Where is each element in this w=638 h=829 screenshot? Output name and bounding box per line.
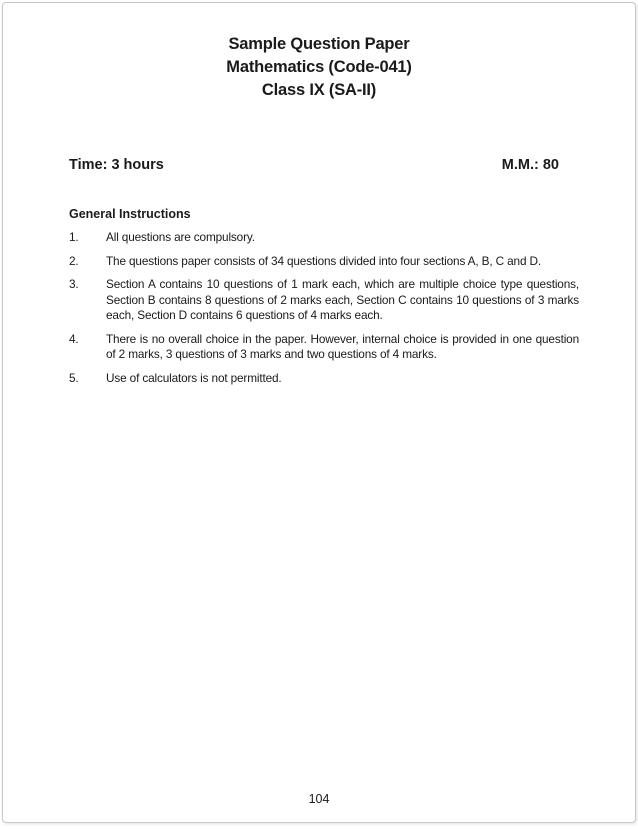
item-text: The questions paper consists of 34 questions divided into four sections A, B, C and D. xyxy=(106,253,541,268)
instructions-heading: General Instructions xyxy=(69,207,191,221)
list-item xyxy=(69,254,579,270)
list-item xyxy=(69,277,579,324)
exam-meta-row xyxy=(69,157,559,173)
page-number: 104 xyxy=(308,792,330,806)
list-item xyxy=(69,371,579,387)
subject-title: Mathematics (Code-041) xyxy=(226,58,412,76)
item-number: 5. xyxy=(69,370,79,385)
item-text: There is no overall choice in the paper. However, internal choice is provided in one question of 2 marks, 3 questions of 3 marks and two questions of 4 marks. xyxy=(106,331,579,361)
item-text: All questions are compulsory. xyxy=(106,230,255,244)
maximum-marks: M.M.: 80 xyxy=(501,157,559,173)
class-title: Class IX (SA-II) xyxy=(261,81,377,99)
item-text: Use of calculators is not permitted. xyxy=(106,370,282,385)
time-allowed: Time: 3 hours xyxy=(69,157,164,173)
document-title: Sample Question Paper xyxy=(228,35,410,53)
item-number: 2. xyxy=(69,253,79,268)
instructions-list xyxy=(69,230,579,386)
list-item xyxy=(69,230,579,246)
item-number: 1. xyxy=(69,230,79,244)
item-number: 4. xyxy=(69,331,79,346)
title-block xyxy=(3,33,635,102)
item-text: Section A contains 10 questions of 1 mark each, which are multiple choice type questions, Section B contains 8 questions of 2 marks each, Section C contains 10 questions of 3 marks each, Section D contains 6 questions of 4 marks each. xyxy=(106,277,579,322)
item-number: 3. xyxy=(69,277,79,291)
general-instructions xyxy=(69,207,579,394)
list-item xyxy=(69,332,579,363)
document-page xyxy=(2,2,636,823)
